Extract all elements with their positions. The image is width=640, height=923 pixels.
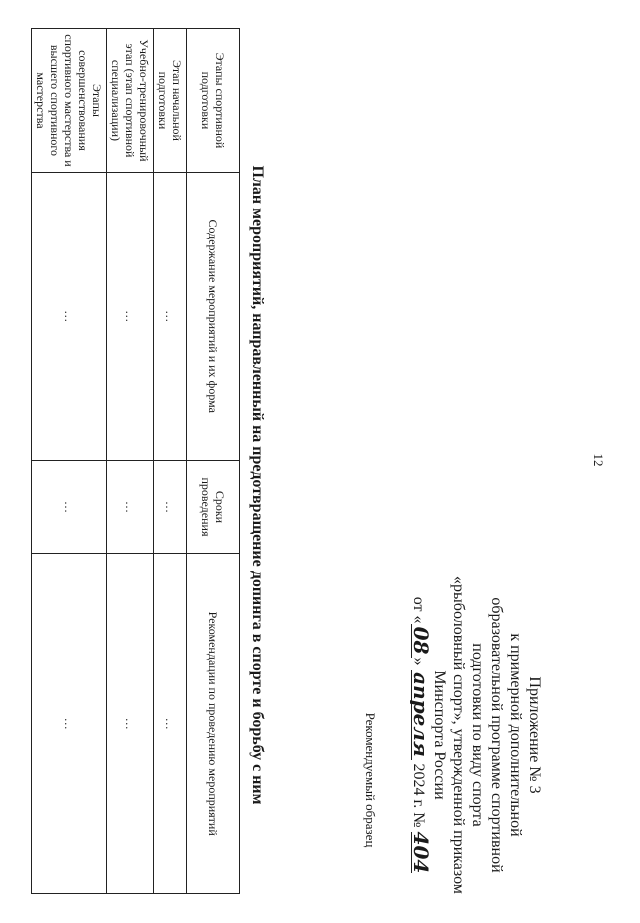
table-row [32, 29, 107, 894]
order-month-handwritten: апреля [411, 670, 430, 760]
table-cell: … [107, 460, 154, 554]
appendix-line: к примерной дополнительной [507, 633, 524, 837]
appendix-line: Минспорта России [431, 670, 448, 800]
table-cell: Этап начальной подготовки [154, 29, 187, 173]
table-row [107, 29, 154, 894]
plan-title: План мероприятий, направленный на предотвращение допинга в спорте и борьбу с ним [249, 165, 266, 805]
recommended-sample-note: Рекомендуемый образец [363, 712, 378, 848]
table-cell: … [154, 554, 187, 894]
table-header-row [187, 29, 240, 894]
plan-table [31, 28, 240, 894]
table-cell: … [32, 172, 107, 460]
appendix-line: Приложение № 3 [526, 676, 543, 794]
table-cell: Учебно-тренировочный этап (этап спортивной специализации) [107, 29, 154, 173]
page-number: 12 [591, 453, 606, 467]
order-line [409, 570, 433, 900]
header-content: Содержание мероприятий и их форма [187, 172, 240, 460]
table-cell: … [32, 554, 107, 894]
table-cell: … [107, 554, 154, 894]
header-recommendations: Рекомендации по проведению мероприятий [187, 554, 240, 894]
table-cell: … [154, 460, 187, 554]
order-prefix: от « [410, 596, 427, 624]
appendix-line: подготовки по виду спорта [469, 643, 486, 827]
table-cell: … [154, 172, 187, 460]
table-cell: Этапы совершенствования спортивного мастерства и высшего спортивного мастерства [32, 29, 107, 173]
table-cell: … [107, 172, 154, 460]
appendix-line: «рыболовный спорт», утвержденной приказом [450, 576, 467, 894]
header-timing: Сроки проведения [187, 460, 240, 554]
order-mid: » [410, 657, 427, 666]
table-row [154, 29, 187, 894]
header-stages: Этапы спортивной подготовки [187, 29, 240, 173]
table-cell: … [32, 460, 107, 554]
order-day-handwritten: 08 [411, 624, 430, 658]
order-number-handwritten: 404 [409, 831, 433, 874]
order-year: 2024 г. № [410, 763, 427, 828]
appendix-header [409, 570, 544, 900]
appendix-line: образовательной программе спортивной [488, 597, 505, 873]
